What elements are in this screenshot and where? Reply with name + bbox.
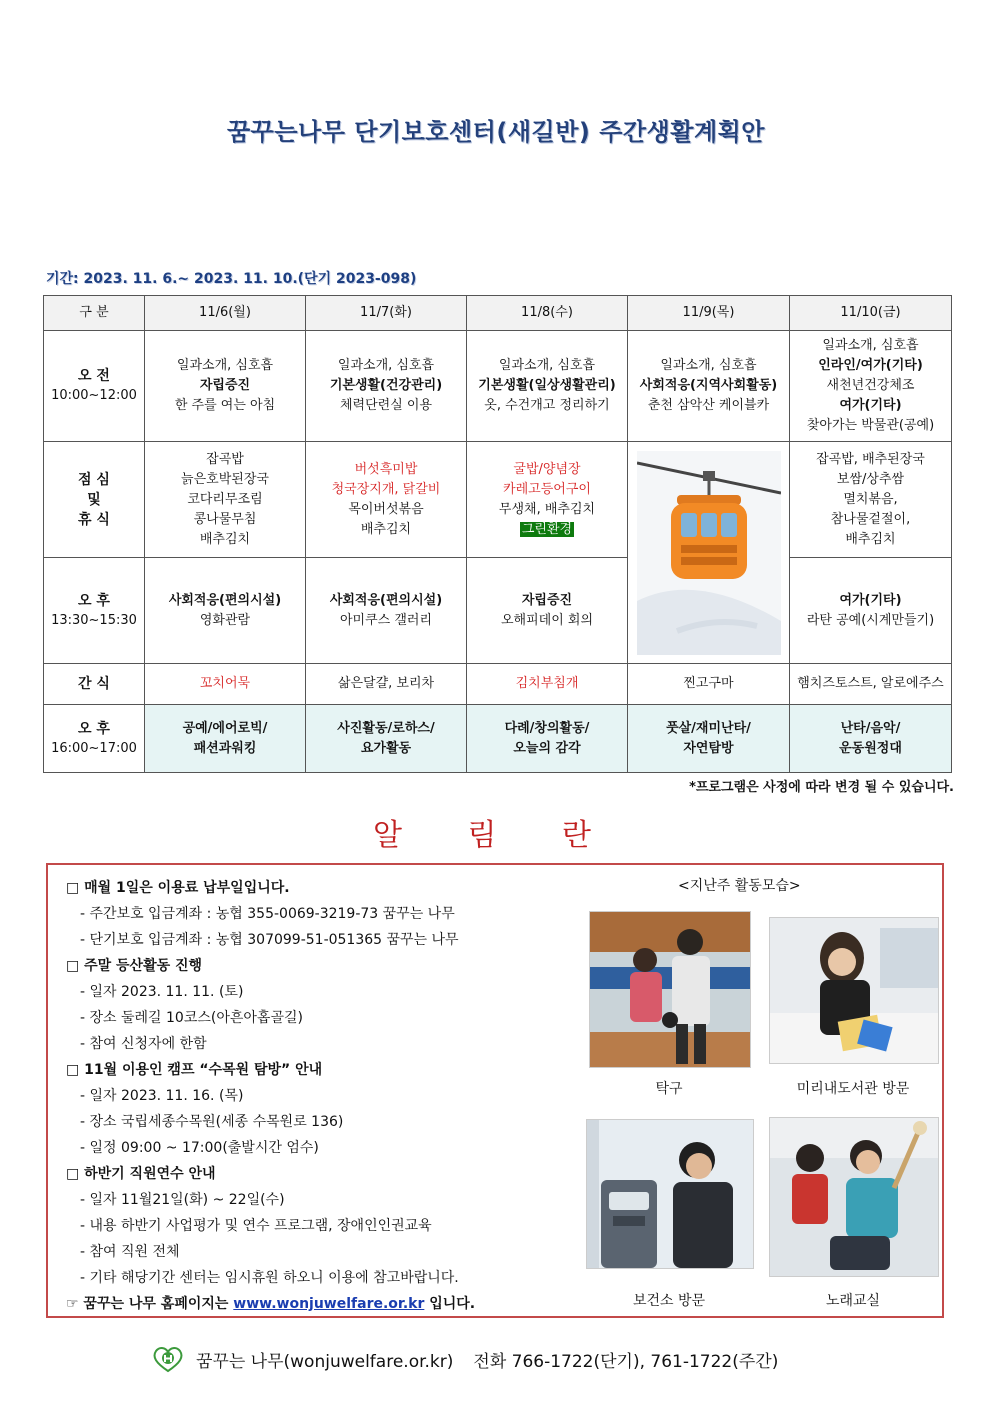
am-time: 10:00~12:00 [51, 388, 137, 403]
footer-phone: 전화 766-1722(단기), 761-1722(주간) [473, 1351, 779, 1372]
pm2-cell: 난타/음악/ 운동원정대 [790, 705, 952, 773]
caption-table-tennis: 탁구 [655, 1081, 683, 1097]
homepage-line: ☞ 꿈꾸는 나무 홈페이지는 www.wonjuwelfare.or.kr 입니다. [66, 1296, 476, 1312]
notice-box [46, 863, 944, 1318]
am-cell-wed: 일과소개, 심호흡 기본생활(일상생활관리) 옷, 수건개고 정리하기 [467, 331, 628, 442]
photo-library [769, 917, 939, 1064]
cable-car-illustration [637, 451, 781, 655]
health-center-photo-icon [587, 1120, 753, 1268]
pm-cell-tue: 사회적응(편의시설) 아미쿠스 갤러리 [306, 558, 467, 664]
snack-row [44, 664, 952, 705]
pm2-label-cell: 오 후 16:00~17:00 [44, 705, 145, 773]
notice-heading: □ 매월 1일은 이용료 납부일입니다. [66, 880, 290, 896]
homepage-link[interactable]: www.wonjuwelfare.or.kr [233, 1296, 425, 1312]
photo-table-tennis [589, 911, 751, 1068]
am-label: 오 전 [78, 368, 110, 384]
photo-music-class [769, 1117, 939, 1277]
green-env-badge: 그린환경 [521, 521, 573, 537]
table-tennis-photo-icon [590, 912, 750, 1067]
snack-cell: 꼬치어묵 [145, 664, 306, 705]
gallery-title: <지난주 활동모습> [678, 878, 801, 894]
snack-cell: 삶은달걀, 보리차 [306, 664, 467, 705]
lunch-cell-fri: 잡곡밥, 배추된장국 보쌈/상추쌈 멸치볶음, 참나물겉절이, 배추김치 [790, 442, 952, 558]
notice-heading: □ 주말 등산활동 진행 [66, 958, 203, 974]
am-row [44, 331, 952, 442]
snack-cell: 햄치즈토스트, 알로에주스 [790, 664, 952, 705]
tree-logo-icon [150, 1345, 186, 1373]
pm-label-cell: 오 후 13:30~15:30 [44, 558, 145, 664]
snack-cell: 김치부침개 [467, 664, 628, 705]
caption-music-class: 노래교실 [825, 1293, 881, 1309]
pm-row [44, 558, 952, 664]
snack-label: 간 식 [44, 664, 145, 705]
day-header: 11/6(월) [145, 296, 306, 331]
notice-item: - 일자 2023. 11. 16. (목) [80, 1088, 244, 1104]
notice-heading: □ 11월 이용인 캠프 “수목원 탐방” 안내 [66, 1062, 323, 1078]
lunch-cell-mon: 잡곡밥 늙은호박된장국 코다리무조림 콩나물무침 배추김치 [145, 442, 306, 558]
notice-item: - 장소 둘레길 10코스(아흔아홉골길) [80, 1010, 303, 1026]
schedule-note: *프로그램은 사정에 따라 변경 될 수 있습니다. [689, 780, 954, 795]
cablecar-cell [628, 442, 790, 664]
period-label: 기간: 2023. 11. 6.~ 2023. 11. 10.(단기 2023-098) [46, 271, 417, 287]
notice-item: - 내용 하반기 사업평가 및 연수 프로그램, 장애인인권교육 [80, 1218, 432, 1234]
am-label-cell [44, 331, 145, 442]
notice-item: - 단기보호 입금계좌 : 농협 307099-51-051365 꿈꾸는 나무 [80, 932, 459, 948]
notice-item: - 참여 신청자에 한함 [80, 1036, 207, 1052]
pm-cell-mon: 사회적응(편의시설) 영화관람 [145, 558, 306, 664]
am-cell-mon: 일과소개, 심호흡 자립증진 한 주를 여는 아침 [145, 331, 306, 442]
pm2-row [44, 705, 952, 773]
notice-item: - 주간보호 입금계좌 : 농협 355-0069-3219-73 꿈꾸는 나무 [80, 906, 455, 922]
lunch-label-cell: 점 심 및 휴 식 [44, 442, 145, 558]
caption-library: 미리내도서관 방문 [796, 1081, 910, 1097]
notice-item: - 참여 직원 전체 [80, 1244, 180, 1260]
notice-item: - 기타 해당기간 센터는 임시휴원 하오니 이용에 참고바랍니다. [80, 1270, 459, 1286]
weekly-plan-table [43, 295, 952, 773]
lunch-cell-tue: 버섯흑미밥 청국장지개, 닭갈비 목이버섯볶음 배추김치 [306, 442, 467, 558]
footer-org: 꿈꾸는 나무(wonjuwelfare.or.kr) [196, 1351, 454, 1372]
caption-health-center: 보건소 방문 [632, 1293, 706, 1309]
day-header: 11/8(수) [467, 296, 628, 331]
notice-list [66, 875, 586, 1317]
pm-cell-fri: 여가(기타) 라탄 공예(시계만들기) [790, 558, 952, 664]
notice-heading: □ 하반기 직원연수 안내 [66, 1166, 216, 1182]
photo-health-center [586, 1119, 754, 1269]
day-header: 11/7(화) [306, 296, 467, 331]
lunch-row [44, 442, 952, 558]
notice-item: - 일정 09:00 ~ 17:00(출발시간 엄수) [80, 1140, 319, 1156]
pm2-cell: 공예/에어로빅/ 패션과워킹 [145, 705, 306, 773]
header-row [44, 296, 952, 331]
library-photo-icon [770, 918, 938, 1063]
snack-cell: 찐고구마 [628, 664, 790, 705]
am-cell-tue: 일과소개, 심호흡 기본생활(건강관리) 체력단련실 이용 [306, 331, 467, 442]
am-cell-thu: 일과소개, 심호흡 사회적응(지역사회활동) 춘천 삼악산 케이블카 [628, 331, 790, 442]
pm2-cell: 풋살/재미난타/ 자연탐방 [628, 705, 790, 773]
pm2-cell: 다례/창의활동/ 오늘의 감각 [467, 705, 628, 773]
notice-title: 알 림 란 [372, 818, 619, 853]
notice-item: - 장소 국립세종수목원(세종 수목원로 136) [80, 1114, 344, 1130]
notice-item: - 일자 11월21일(화) ~ 22일(수) [80, 1192, 285, 1208]
pm-cell-wed: 자립증진 오해피데이 회의 [467, 558, 628, 664]
day-header: 11/9(목) [628, 296, 790, 331]
lunch-cell-wed: 굴밥/양념장 카레고등어구이 무생채, 배추김치 그린환경 [467, 442, 628, 558]
notice-item: - 일자 2023. 11. 11. (토) [80, 984, 244, 1000]
pm2-cell: 사진활동/로하스/ 요가활동 [306, 705, 467, 773]
corner-cell: 구 분 [44, 296, 145, 331]
am-cell-fri: 일과소개, 심호흡 인라인/여가(기타) 새천년건강체조 여가(기타) 찾아가는 박물관(공예) [790, 331, 952, 442]
day-header: 11/10(금) [790, 296, 952, 331]
footer [150, 1345, 778, 1373]
page-title: 꿈꾸는나무 단기보호센터(새길반) 주간생활계획안 [226, 118, 765, 146]
music-class-photo-icon [770, 1118, 938, 1276]
